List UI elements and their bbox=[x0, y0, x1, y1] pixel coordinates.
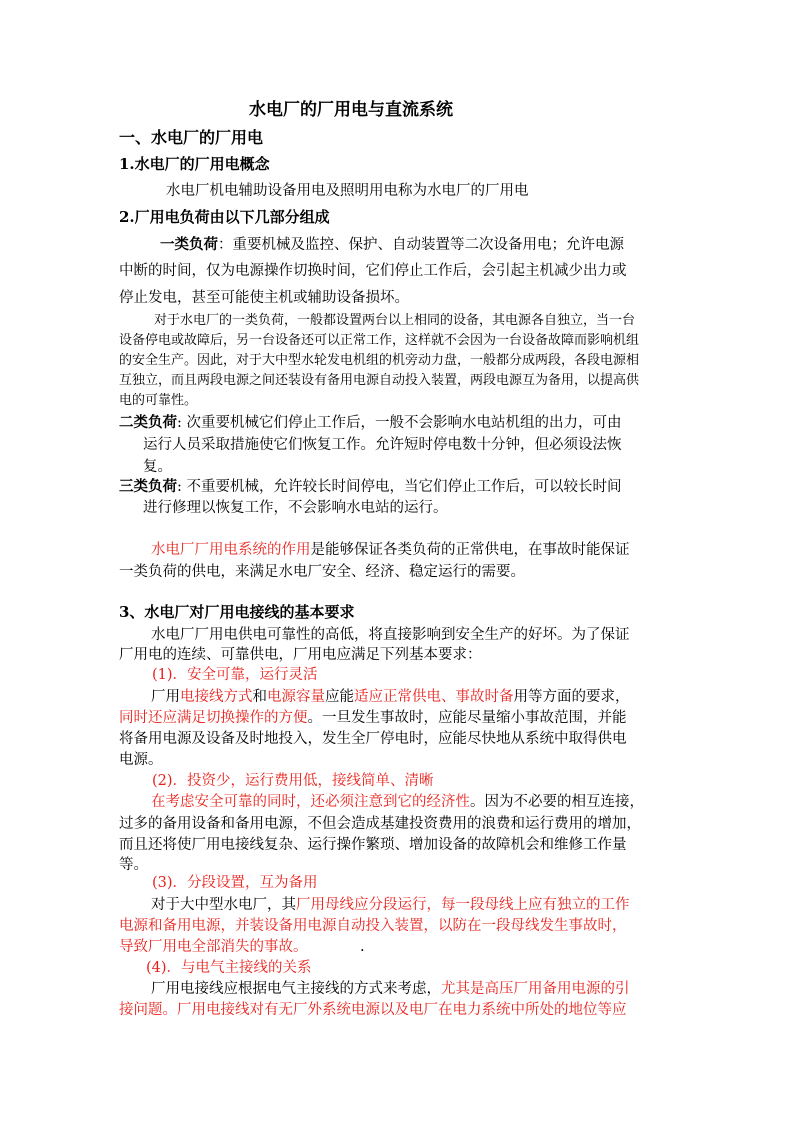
document-title: 水电厂的厂用电与直流系统 bbox=[249, 100, 453, 120]
paragraph-line: 停止发电，甚至可能使主机或辅助设备损坏。 bbox=[119, 290, 409, 306]
highlighted-text: 水电厂厂用电系统的作用 bbox=[151, 542, 311, 558]
paragraph-line: 复。 bbox=[143, 459, 172, 475]
paragraph-line: 水电厂机电辅助设备用电及照明用电称为水电厂的厂用电 bbox=[166, 183, 529, 199]
plain-text: 。一旦发生事故时，应能尽量缩小事故范围，并能 bbox=[307, 710, 627, 726]
class3-text: : 不重要机械，允许较长时间停电，当它们停止工作后，可以较长时间 bbox=[177, 479, 622, 495]
paragraph-line: 的安全生产。因此，对于大中型水轮发电机组的机旁动力盘，一般都分成两段，各段电源相 bbox=[119, 353, 640, 368]
paragraph-line bbox=[160, 235, 624, 255]
paragraph-line bbox=[151, 895, 630, 915]
paragraph-line: 厂用电的连续、可靠供电，厂用电应满足下列基本要求： bbox=[119, 647, 482, 663]
plain-text: 是能够保证各类负荷的正常供电，在事故时能保证 bbox=[310, 542, 630, 558]
subsection-heading: 2.厂用电负荷由以下几部分组成 bbox=[119, 208, 330, 226]
paragraph-line bbox=[151, 540, 630, 560]
paragraph-line: 导致厂用电全部消失的事故。 bbox=[119, 939, 308, 955]
paragraph-line bbox=[119, 413, 622, 433]
requirement-heading: (4)．与电气主接线的关系 bbox=[146, 960, 312, 976]
paragraph-line: 而且还将使厂用电接线复杂、运行操作繁琐、增加设备的故障机会和维修工作量 bbox=[119, 837, 627, 853]
paragraph-line: 等。 bbox=[119, 857, 148, 873]
paragraph-line: 接问题。厂用电接线对有无厂外系统电源以及电厂在电力系统中所处的地位等应 bbox=[119, 1002, 627, 1018]
paragraph-line: 电的可靠性。 bbox=[119, 393, 198, 408]
paragraph-line: 运行人员采取措施使它们恢复工作。允许短时停电数十分钟，但必须设法恢 bbox=[143, 437, 622, 453]
highlighted-text: 厂用母线应分段运行，每一段母线上应有独立的工作 bbox=[296, 897, 630, 913]
requirement-heading: (3)．分段设置，互为备用 bbox=[152, 875, 318, 891]
paragraph-line: 过多的备用设备和备用电源，不但会造成基建投资费用的浪费和运行费用的增加， bbox=[119, 816, 641, 832]
paragraph-line: 水电厂厂用电供电可靠性的高低，将直接影响到安全生产的好坏。为了保证 bbox=[151, 627, 630, 643]
paragraph-line: 电源。 bbox=[119, 752, 163, 768]
paragraph-line: 将备用电源及设备及时地投入，发生全厂停电时，应能尽快地从系统中取得供电 bbox=[119, 731, 627, 747]
plain-text: 厂用 bbox=[151, 689, 180, 705]
paragraph-line: 中断的时间，仅为电源操作切换时间，它们停止工作后，会引起主机减少出力或 bbox=[119, 263, 627, 279]
plain-text: 用等方面的要求， bbox=[513, 689, 630, 705]
requirement-heading: (1)．安全可靠，运行灵活 bbox=[152, 667, 318, 683]
highlighted-text: 尤其是高压厂用备用电源的引 bbox=[441, 981, 630, 997]
highlighted-text: 适应正常供电、事故时备 bbox=[354, 689, 514, 705]
class3-label: 三类负荷 bbox=[119, 478, 177, 495]
paragraph-line bbox=[151, 979, 630, 999]
class1-label: 一类负荷 bbox=[160, 236, 218, 253]
requirement-heading: (2)．投资少，运行费用低，接线简单、清晰 bbox=[152, 773, 434, 789]
plain-text: 和 bbox=[252, 689, 267, 705]
plain-text: 。因为不必要的相互连接， bbox=[470, 794, 644, 810]
paragraph-line bbox=[151, 792, 644, 812]
highlighted-text: 电源容量 bbox=[267, 689, 325, 705]
subsection-heading: 1.水电厂的厂用电概念 bbox=[119, 155, 270, 173]
paragraph-line: 互独立，而且两段电源之间还装设有备用电源自动投入装置，两段电源互为备用，以提高供 bbox=[119, 373, 640, 388]
stray-dot: . bbox=[360, 939, 365, 955]
highlighted-text: 在考虑安全可靠的同时，还必须注意到它的经济性 bbox=[151, 794, 470, 810]
paragraph-line bbox=[119, 477, 622, 497]
paragraph-line: 电源和备用电源，并装设备用电源自动投入装置，以防在一段母线发生事故时， bbox=[119, 918, 627, 934]
paragraph-line bbox=[151, 687, 630, 707]
class1-text: ：重要机械及监控、保护、自动装置等二次设备用电；允许电源 bbox=[218, 237, 624, 253]
paragraph-line: 一类负荷的供电，来满足水电厂安全、经济、稳定运行的需要。 bbox=[119, 564, 525, 580]
plain-text: 厂用电接线应根据电气主接线的方式来考虑， bbox=[151, 981, 441, 997]
section-heading: 一、水电厂的厂用电 bbox=[119, 128, 264, 147]
subsection-heading: 3、水电厂对厂用电接线的基本要求 bbox=[119, 603, 355, 621]
highlighted-text: 同时还应满足切换操作的方便 bbox=[119, 710, 308, 726]
class2-text: : 次重要机械它们停止工作后，一般不会影响水电站机组的出力，可由 bbox=[177, 415, 622, 431]
class2-label: 二类负荷 bbox=[119, 414, 177, 431]
paragraph-line: 对于水电厂的一类负荷，一般都设置两台以上相同的设备，其电源各自独立，当一台 bbox=[154, 313, 636, 328]
highlighted-text: 电接线方式 bbox=[180, 689, 253, 705]
plain-text: 应能 bbox=[325, 689, 354, 705]
paragraph-line bbox=[119, 708, 627, 728]
paragraph-line: 进行修理以恢复工作，不会影响水电站的运行。 bbox=[143, 500, 448, 516]
plain-text: 对于大中型水电厂，其 bbox=[151, 897, 296, 913]
paragraph-line: 设备停电或故障后，另一台设备还可以正常工作，这样就不会因为一台设备故障而影响机组 bbox=[119, 333, 640, 348]
